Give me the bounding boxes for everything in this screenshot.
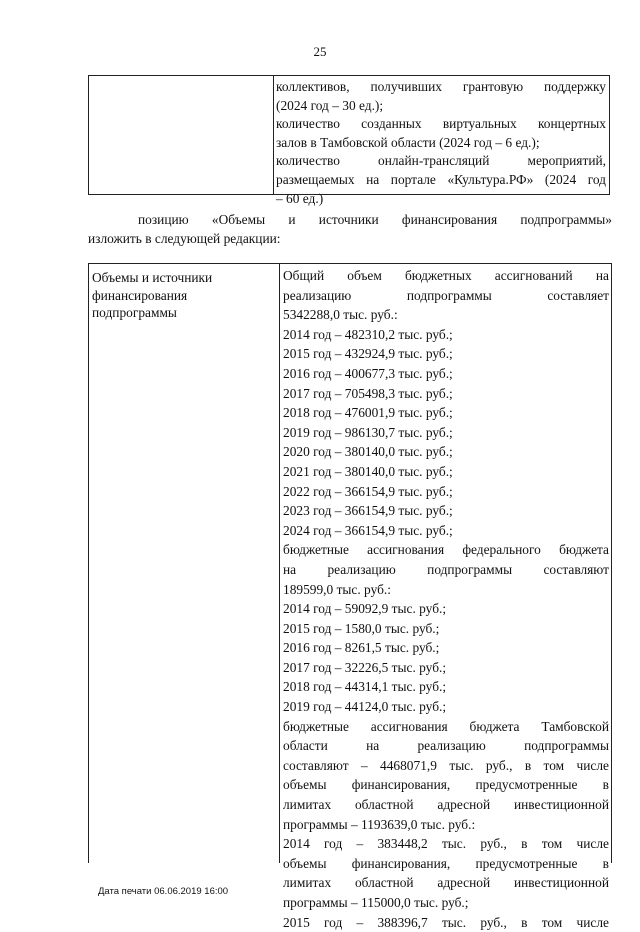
text-line: Общий объем бюджетных ассигнований на <box>283 268 609 283</box>
text-line: 189599,0 тыс. руб.: <box>283 581 391 597</box>
text-line: 2024 год – 366154,9 тыс. руб.; <box>283 522 453 538</box>
text-line: на реализацию подпрограммы составляют <box>283 561 609 577</box>
text-line: 2015 год – 1580,0 тыс. руб.; <box>283 620 440 636</box>
table-main-cell <box>283 266 609 932</box>
text-line: лимитах областной адресной инвестиционной <box>283 797 609 813</box>
table-top <box>88 75 610 206</box>
text-line: размещаемых на портале «Культура.РФ» (2024 год <box>276 171 606 187</box>
text-line: 2021 год – 380140,0 тыс. руб.; <box>283 463 453 479</box>
table-column-divider <box>279 264 280 863</box>
text-line: 2015 год – 388396,7 тыс. руб., в том числе <box>283 914 609 930</box>
text-line: 2019 год – 44124,0 тыс. руб.; <box>283 699 447 715</box>
text-line: 2016 год – 8261,5 тыс. руб.; <box>283 640 440 656</box>
text-line: 2020 год – 380140,0 тыс. руб.; <box>283 444 453 460</box>
text-line: 2016 год – 400677,3 тыс. руб.; <box>283 365 453 381</box>
paragraph-line: изложить в следующей редакции: <box>88 231 281 246</box>
text-line: (2024 год – 30 ед.); <box>276 97 384 113</box>
text-line: программы – 115000,0 тыс. руб.; <box>283 895 469 910</box>
label-line: подпрограммы <box>92 305 177 320</box>
text-line: количество созданных виртуальных концертных <box>276 116 606 132</box>
text-line: 2019 год – 986130,7 тыс. руб.; <box>283 424 453 440</box>
text-line: 2018 год – 476001,9 тыс. руб.; <box>283 405 453 421</box>
text-line: 2022 год – 366154,9 тыс. руб.; <box>283 483 453 499</box>
text-line: – 60 ед.) <box>276 190 324 206</box>
label-line: финансирования <box>92 287 188 303</box>
text-line: реализацию подпрограммы составляет <box>283 287 609 303</box>
page-number: 25 <box>313 44 327 59</box>
text-line: 2023 год – 366154,9 тыс. руб.; <box>283 503 453 519</box>
text-line: коллективов, получивших грантовую поддержку <box>276 79 606 94</box>
text-line: лимитах областной адресной инвестиционной <box>283 875 609 891</box>
text-line: 2014 год – 482310,2 тыс. руб.; <box>283 326 453 342</box>
paragraph-line: позицию «Объемы и источники финансирования подпрограммы» <box>138 212 612 227</box>
text-line: количество онлайн-трансляций мероприятий, <box>276 153 606 169</box>
table-top-cell <box>276 78 606 208</box>
text-line: объемы финансирования, предусмотренные в <box>283 855 609 871</box>
print-date-footer: Дата печати 06.06.2019 16:00 <box>98 886 229 897</box>
text-line: бюджетные ассигнования бюджета Тамбовской <box>283 718 609 734</box>
text-line: 5342288,0 тыс. руб.: <box>283 307 398 323</box>
text-line: составляют – 4468071,9 тыс. руб., в том числе <box>283 757 609 773</box>
text-line: 2017 год – 32226,5 тыс. руб.; <box>283 659 447 675</box>
text-line: программы – 1193639,0 тыс. руб.: <box>283 816 476 832</box>
text-line: бюджетные ассигнования федерального бюджета <box>283 542 609 558</box>
table-column-divider <box>273 76 274 194</box>
table-row-label <box>92 269 272 322</box>
text-line: 2015 год – 432924,9 тыс. руб.; <box>283 346 453 362</box>
text-line: объемы финансирования, предусмотренные в <box>283 777 609 793</box>
text-line: залов в Тамбовской области (2024 год – 6 ед.); <box>276 134 540 150</box>
text-line: 2014 год – 59092,9 тыс. руб.; <box>283 601 447 617</box>
text-line: области на реализацию подпрограммы <box>283 738 609 754</box>
text-line: 2014 год – 383448,2 тыс. руб., в том числе <box>283 836 609 852</box>
text-line: 2018 год – 44314,1 тыс. руб.; <box>283 679 447 695</box>
label-line: Объемы и источники <box>92 270 213 285</box>
text-line: 2017 год – 705498,3 тыс. руб.; <box>283 385 453 401</box>
